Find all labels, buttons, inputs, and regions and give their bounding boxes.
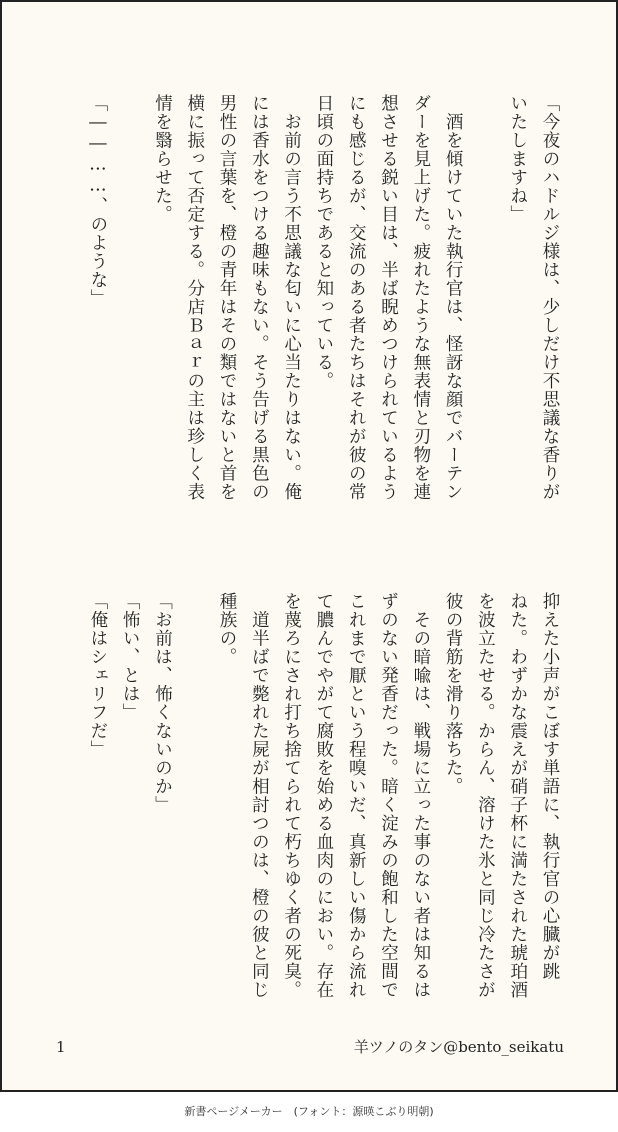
lower-text-block: 抑えた小声がこぼす単語に、執行官の心臓が跳 ねた。わずかな震えが硝子杯に満たされた琥珀酒 を波立たせる。からん、溶けた氷と同じ冷たさが 彼の背筋を滑り落ちた。 その暗喩は、戦場に立った事のない者は知るは ずのない発香だった。暗く淀みの飽和した空間で これまで厭という程嗅いだ、真新しい傷から流れ て膿んでやがて腐敗を始める血肉のにおい。存在 を蔑ろにされ打ち捨てられて朽ちゆく者の死臭。 道半ばで斃れた屍が相討つのは、橙の彼と同じ 種族の。 「お前は、怖くないのか」 「怖い、とは」 「俺はシェリフだ」 <box>87 592 560 999</box>
author-credit: 羊ツノのタン@bento_seikatu <box>353 1038 564 1056</box>
generator-credit: 新書ページメーカー (フォント：源暎こぶり明朝) <box>184 1105 434 1118</box>
page-number: 1 <box>56 1038 66 1056</box>
upper-text-block: 「今夜のハドルジ様は、少しだけ不思議な香りが いたしますね」 酒を傾けていた執行官は、怪訝な顔でバーテン ダーを見上げた。疲れたような無表情と刃物を連 想させる鋭い目は、半ば睨めつけられているよう にも感じるが、交流のある者たちはそれが彼の常 日頃の面持ちであると知っている。 お前の言う不思議な匂いに心当たりはない。俺 には香水をつける趣味もない。そう告げる黒色の 男性の言葉を、橙の青年はその類ではないと首を 横に振って否定する。分店Ｂａｒの主は珍しく表 情を翳らせた。 「――……、のような」 <box>87 94 560 501</box>
